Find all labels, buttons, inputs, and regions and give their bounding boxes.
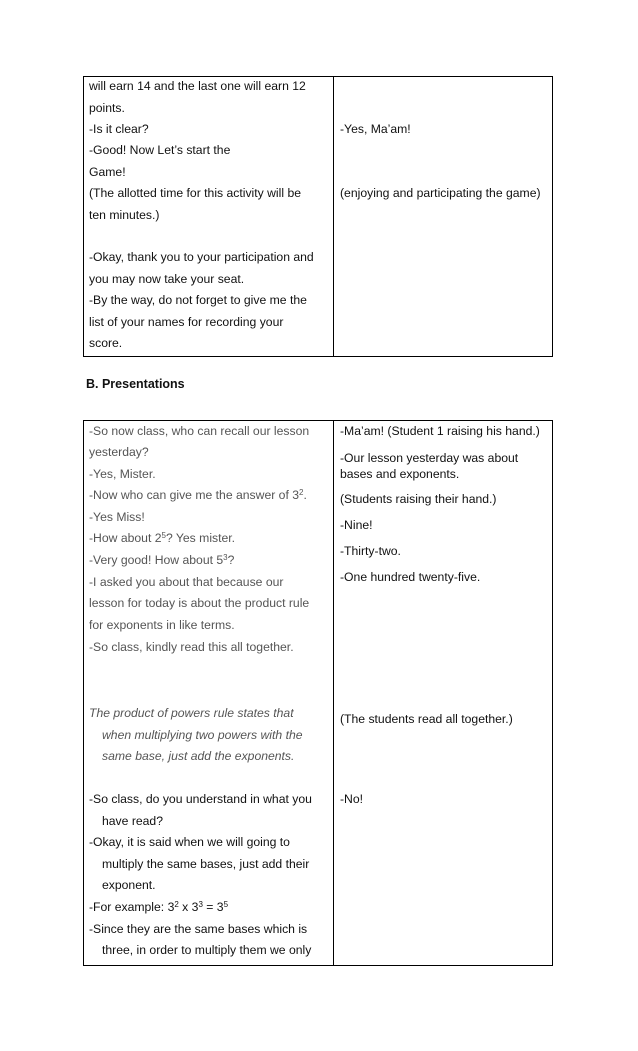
- rule-line: when multiplying two powers with the: [102, 728, 303, 742]
- teacher-column: [84, 421, 333, 965]
- teacher-line: will earn 14 and the last one will earn 12: [89, 79, 306, 93]
- student-line: -Thirty-two.: [340, 544, 401, 558]
- exponent: 3: [223, 553, 228, 562]
- teacher-line: -I asked you about that because our: [89, 575, 284, 589]
- teacher-text: -Now who can give me the answer of 3: [89, 488, 299, 502]
- student-line: -Ma’am! (Student 1 raising his hand.): [340, 424, 540, 438]
- teacher-text: -How about 2: [89, 531, 162, 545]
- teacher-line: multiply the same bases, just add their: [102, 857, 310, 871]
- teacher-line: -Is it clear?: [89, 122, 149, 136]
- teacher-line: (The allotted time for this activity will be: [89, 186, 302, 200]
- teacher-line: -So class, do you understand in what you: [89, 792, 312, 806]
- teacher-line: -Yes, Mister.: [89, 467, 156, 481]
- teacher-line: -Okay, thank you to your participation and: [89, 250, 314, 264]
- student-line: -No!: [340, 792, 364, 806]
- teacher-line: -Yes Miss!: [89, 510, 145, 524]
- teacher-line: have read?: [102, 814, 163, 828]
- rule-line: same base, just add the exponents.: [102, 749, 295, 763]
- teacher-line: -By the way, do not forget to give me the: [89, 293, 307, 307]
- teacher-line: points.: [89, 101, 125, 115]
- teacher-line: -Okay, it is said when we will going to: [89, 835, 290, 849]
- teacher-line: score.: [89, 336, 123, 350]
- presentation-table: [83, 420, 553, 966]
- student-line: -Nine!: [340, 518, 373, 532]
- exponent: 2: [299, 488, 304, 497]
- exponent: 5: [161, 531, 166, 540]
- teacher-column: [84, 77, 333, 356]
- exponent: 5: [223, 900, 229, 909]
- teacher-text: = 3: [202, 900, 224, 914]
- teacher-line: yesterday?: [89, 445, 149, 459]
- activity-table: [83, 76, 553, 357]
- teacher-text: x 3: [178, 900, 199, 914]
- student-line: -Our lesson yesterday was about: [340, 451, 519, 465]
- teacher-line: lesson for today is about the product rule: [89, 596, 310, 610]
- student-line: -Yes, Ma’am!: [340, 122, 411, 136]
- student-line: (The students read all together.): [340, 712, 513, 726]
- student-line: bases and exponents.: [340, 467, 460, 481]
- teacher-text: -For example: 3: [89, 900, 175, 914]
- rule-line: The product of powers rule states that: [89, 706, 294, 720]
- exponent: 3: [198, 900, 203, 909]
- teacher-line: [89, 488, 307, 502]
- student-column: [334, 77, 552, 356]
- teacher-line: exponent.: [102, 878, 156, 892]
- teacher-line: [89, 531, 235, 545]
- teacher-line: -So now class, who can recall our lesson: [89, 424, 310, 438]
- student-column: [334, 421, 552, 965]
- student-line: (enjoying and participating the game): [340, 186, 541, 200]
- student-line: (Students raising their hand.): [340, 492, 497, 506]
- teacher-text: ? Yes mister.: [165, 531, 236, 545]
- section-heading: B. Presentations: [86, 377, 185, 391]
- teacher-line: -Since they are the same bases which is: [89, 922, 308, 936]
- teacher-line: -So class, kindly read this all together.: [89, 640, 294, 654]
- exponent: 2: [174, 900, 179, 909]
- teacher-text: -Very good! How about 5: [89, 553, 224, 567]
- teacher-line: [89, 900, 228, 914]
- student-line: -One hundred twenty-five.: [340, 570, 481, 584]
- teacher-line: for exponents in like terms.: [89, 618, 235, 632]
- teacher-line: -Good! Now Let’s start the: [89, 143, 231, 157]
- teacher-line: [89, 553, 234, 567]
- teacher-line: ten minutes.): [89, 208, 160, 222]
- teacher-line: list of your names for recording your: [89, 315, 284, 329]
- teacher-line: three, in order to multiply them we only: [102, 943, 312, 957]
- teacher-line: you may now take your seat.: [89, 272, 245, 286]
- teacher-line: Game!: [89, 165, 126, 179]
- teacher-text: ?: [227, 553, 235, 567]
- teacher-text: .: [303, 488, 307, 502]
